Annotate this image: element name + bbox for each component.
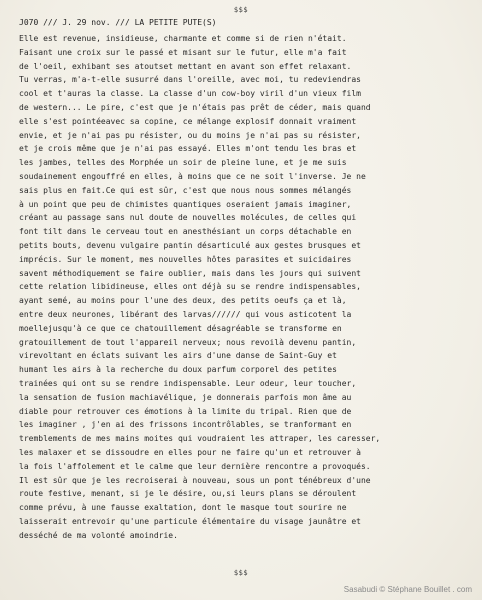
text-line: Elle est revenue, insidieuse, charmante et comme si de rien n'était. — [19, 34, 347, 43]
page-heading: J070 /// J. 29 nov. /// LA PETITE PUTE(S) — [19, 18, 217, 27]
text-line: cool et t'auras la classe. La classe d'un cow-boy viril d'un vieux film — [19, 89, 361, 99]
text-line: comme prévu, à une fausse exaltation, dont le masque tout sourire ne — [19, 503, 347, 513]
text-line: ayant semé, au moins pour l'une des deux, des petits oeufs ça et là, — [19, 296, 347, 306]
text-line: imprécis. Sur le moment, mes nouvelles hôtes parasites et suicidaires — [19, 254, 352, 264]
text-line: desséché de ma volonté amoindrie. — [19, 530, 178, 540]
text-line: gratouillement de tout l'appareil nerveux; nous revoilà devenu pantin, — [19, 337, 357, 347]
text-line: Tu verras, m'a-t-elle susurré dans l'oreille, avec moi, tu redeviendras — [19, 75, 361, 85]
text-line: route festive, menant, si je le désire, ou,si leurs plans se déroulent — [19, 489, 357, 499]
text-line: font tilt dans le cerveau tout en anesthésiant un corps détachable en — [19, 227, 352, 237]
text-line: humant les airs à la recherche du doux parfum corporel des petites — [19, 365, 337, 375]
text-line: créant au passage sans nul doute de nouvelles molécules, de celles qui — [19, 213, 357, 223]
top-section-marker: $$$ — [233, 6, 249, 14]
text-line: petits bouts, devenu vulgaire pantin désarticulé aux gestes brusques et — [19, 240, 361, 250]
text-line: de l'oeil, exhibant ses atoutset mettant en avant son effet relaxant. — [19, 61, 352, 71]
text-line: la fois l'affolement et le calme que leur dernière rencontre a provoqués. — [19, 461, 371, 471]
text-line: à un point que peu de chimistes quantiques oseraient jamais imaginer, — [19, 199, 352, 209]
text-line: envie, et je n'ai pas pu résister, ou du moins je n'ai pas su résister, — [19, 130, 361, 140]
text-line: tremblements de mes mains moites qui voudraient les attraper, les caresser, — [19, 434, 381, 444]
text-line: savent méthodiquement se faire oublier, mais dans les jours qui suivent — [19, 268, 361, 278]
text-line: la sensation de fusion machiavélique, je donnerais parfois mon âme au — [19, 392, 352, 402]
body-text — [19, 32, 479, 542]
text-line: les malaxer et se dissoudre en elles pour ne faire qu'un et retrouver à — [19, 447, 361, 457]
text-line: moellejusqu'à ce que ce chatouillement désagréable se transforme en — [19, 323, 342, 333]
text-line: sais plus en fait.Ce qui est sûr, c'est que nous nous sommes mélangés — [19, 185, 352, 195]
text-line: elle s'est pointéeavec sa copine, ce mélange explosif donnait vraiment — [19, 116, 357, 126]
text-line: diable pour retrouver ces émotions à la limite du tripal. Rien que de — [19, 406, 352, 416]
text-line: entre deux neurones, libérant des larvas////// qui vous asticotent la — [19, 309, 352, 319]
copyright-watermark: Sasabudi © Stéphane Bouillet . com — [343, 585, 472, 594]
text-line: les jambes, telles des Morphée un soir de pleine lune, et je me suis — [19, 158, 347, 168]
text-line: virevoltant en éclats suivant les airs d'une danse de Saint-Guy et — [19, 351, 337, 361]
text-line: laisserait entrevoir qu'une particule élémentaire du visage jaunâtre et — [19, 516, 361, 526]
text-line: Faisant une croix sur le passé et misant sur le futur, elle m'a fait — [19, 47, 347, 57]
text-line: de western... Le pire, c'est que je n'étais pas prêt de céder, mais quand — [19, 102, 371, 112]
text-line: Il est sûr que je les recroiserai à nouveau, sous un pont ténébreux d'une — [19, 475, 371, 485]
text-line: cette relation libidineuse, elles ont déjà su se rendre indispensables, — [19, 282, 361, 292]
text-line: trainées qui ont su se rendre indispensable. Leur odeur, leur toucher, — [19, 378, 357, 388]
text-line: soudainement engouffré en elles, à moins que ce ne soit l'inverse. Je ne — [19, 171, 366, 181]
text-line: les imaginer , j'en ai des frissons incontrôlables, se tranformant en — [19, 420, 352, 430]
text-line: et je crois même que je n'ai pas essayé. Elles m'ont tendu les bras et — [19, 144, 357, 154]
bottom-section-marker: $$$ — [233, 569, 249, 577]
